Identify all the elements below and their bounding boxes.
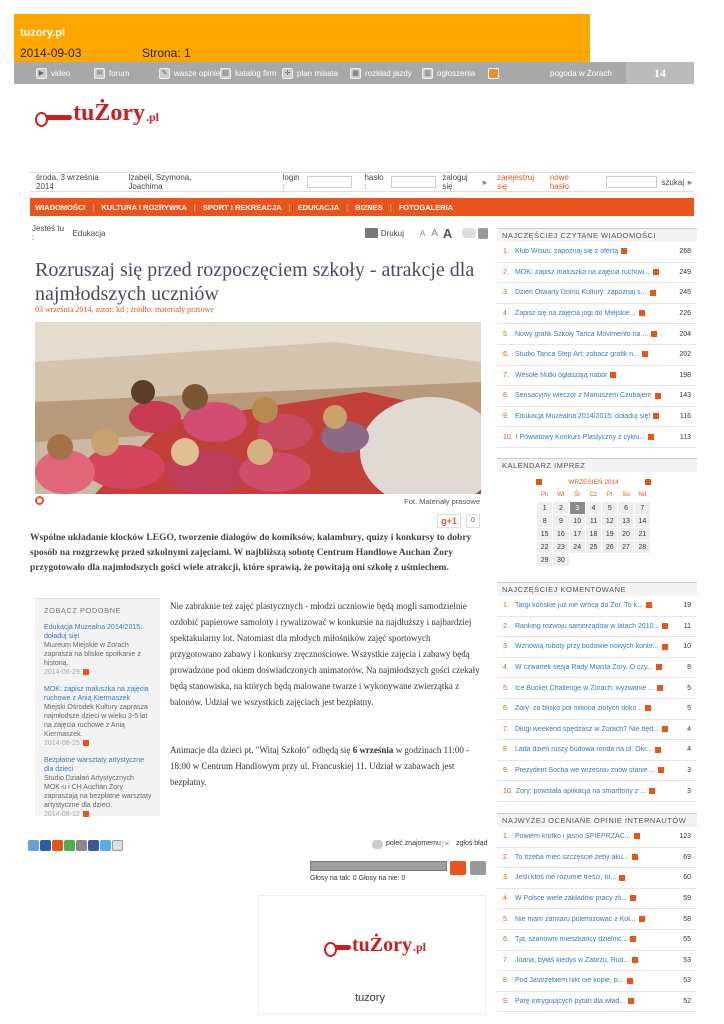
name-days: Izabeli, Szymona, Joachima [128, 173, 192, 191]
rank-number: 4. [503, 310, 509, 318]
arrow-icon [662, 623, 668, 629]
item-title[interactable]: Targi końskie już nie wrócą do Żor. To k... [515, 602, 671, 609]
password-label: hasło : [364, 173, 384, 191]
item-count: 19 [683, 602, 691, 610]
close-icon: |✕ [442, 841, 450, 848]
calendar-day[interactable]: 13 [618, 515, 634, 528]
most-read-item[interactable] [497, 386, 697, 407]
footer-label: tuzory [355, 992, 385, 1004]
weekday-header: Nd [634, 489, 650, 502]
rank-number: 2. [503, 622, 509, 630]
item-count: 268 [679, 248, 691, 256]
item-count: 60 [683, 874, 691, 882]
best-rated-item[interactable] [497, 909, 697, 930]
related-item[interactable]: MOK: zapisz maluszka na zajęcia ruchowe z Anią Kiermaszek Miejski Ośrodek Kultury zaprasza najmłodsze dzieci w wieku 3-5 lat na zajęcia ruchowe z Anią Kiermaszek. 2014-08-25 [44, 686, 149, 747]
calendar-day[interactable]: 27 [618, 541, 634, 554]
signin-link[interactable]: zaloguj się [442, 173, 468, 191]
item-title[interactable]: Edukacja Muzealna 2014/2015: doładuj się! [515, 413, 671, 420]
rank-number: 7. [503, 725, 509, 733]
item-title[interactable]: Wesołe Nutki ogłaszają nabór [515, 372, 671, 379]
arrow-right-icon: ► [481, 177, 490, 187]
item-title[interactable]: Prezydent Socha we wrześniu znów stanie ... [515, 767, 671, 774]
google-plus-button[interactable]: g+1 [437, 514, 461, 528]
breadcrumb-category[interactable]: Edukacja [72, 228, 106, 238]
most-commented-item[interactable] [497, 678, 697, 699]
item-title[interactable]: Ice Bucket Challenge w Żorach: wyzwanie ... [515, 685, 671, 692]
weekday-header: Pt [602, 489, 618, 502]
most-commented-item[interactable] [497, 596, 697, 617]
share-wykop-icon[interactable] [64, 840, 75, 851]
arrow-icon [619, 875, 625, 881]
menu-item-news[interactable]: WIADOMOŚCI [35, 202, 86, 212]
arrow-icon [646, 602, 652, 608]
arrow-icon [653, 413, 659, 419]
calendar-day[interactable]: 11 [585, 515, 601, 528]
arrow-icon [656, 664, 662, 670]
most-commented-heading: NAJCZĘŚCIEJ KOMENTOWANE [497, 582, 697, 596]
calendar-day[interactable]: 18 [585, 528, 601, 541]
map-icon: ✛ [282, 68, 293, 79]
item-title[interactable]: Żory: za blisko pół miliona złotych doko... [515, 705, 671, 712]
item-title[interactable]: Zapisz się na zajęcia jogi do Miejskie... [515, 310, 671, 317]
nav-map[interactable]: ✛ plan miasta [282, 66, 338, 80]
item-title[interactable]: Powiem krótko i jasno.SPIEPRZAĆ... [515, 833, 671, 840]
calendar-day[interactable]: 29 [537, 554, 553, 567]
arrow-icon [639, 310, 645, 316]
rank-number: 1. [503, 833, 509, 841]
ads-icon: ▥ [422, 68, 433, 79]
rank-number: 1. [503, 248, 509, 256]
zoom-icon[interactable] [35, 496, 44, 505]
print-date: 2014-09-03 [20, 46, 82, 60]
item-count: 69 [683, 853, 691, 861]
share-blip-icon[interactable] [76, 840, 87, 851]
most-read-item[interactable] [497, 304, 697, 325]
calendar-day[interactable]: 16 [553, 528, 569, 541]
search-input[interactable] [606, 176, 657, 188]
best-rated-item[interactable] [497, 930, 697, 951]
font-small-button[interactable]: A [419, 228, 426, 238]
recommend-icon[interactable] [372, 840, 383, 849]
share-digg-icon[interactable] [40, 840, 51, 851]
calendar-day[interactable]: 14 [634, 515, 650, 528]
calendar-box [497, 458, 697, 472]
item-count: 143 [679, 392, 691, 400]
rank-number: 7. [503, 956, 509, 964]
item-title[interactable]: Wznowią roboty przy budowie nowych konte... [515, 643, 671, 650]
item-count: 8 [687, 664, 691, 672]
item-title[interactable]: To trzeba mieć szczęście żeby aku... [515, 854, 671, 861]
calendar-empty [602, 554, 618, 567]
video-icon: ▶ [36, 68, 47, 79]
best-rated-item[interactable] [497, 992, 697, 1013]
recommend-link[interactable]: poleć znajomemu [386, 840, 441, 847]
main-menu: WIADOMOŚCI | KULTURA I ROZRYWKA | SPORT I REKREACJA | EDUKACJA | BIZNES | FOTOGALERIA [30, 198, 694, 216]
calendar-day[interactable]: 24 [569, 541, 585, 554]
nav-weather[interactable]: pogoda w Żorach [550, 68, 612, 78]
arrow-icon [658, 767, 664, 773]
calendar-day[interactable]: 10 [569, 515, 585, 528]
forum-icon: ✉ [94, 68, 105, 79]
share-google-icon[interactable] [112, 840, 123, 851]
rank-number: 7. [503, 371, 509, 379]
vote-counts: Głosy na tak: 0 Głosy na nie: 0 [310, 875, 406, 882]
item-count: 202 [679, 351, 691, 359]
comment-icon[interactable] [462, 228, 475, 238]
item-count: 113 [679, 433, 691, 441]
calendar-day[interactable]: 17 [569, 528, 585, 541]
login-bar [30, 172, 694, 192]
rank-number: 2. [503, 853, 509, 861]
photo-caption: Fot. Materiały prasowe [404, 497, 480, 506]
calendar-day[interactable]: 8 [537, 515, 553, 528]
most-commented-item[interactable] [497, 720, 697, 741]
calendar-day[interactable]: 21 [634, 528, 650, 541]
item-title[interactable]: Lada dzień ruszy budowa ronda na ul. Okr... [515, 746, 671, 753]
arrow-icon [639, 916, 645, 922]
most-commented-item[interactable] [497, 781, 697, 802]
password-input[interactable] [391, 176, 437, 188]
item-count: 249 [679, 268, 691, 276]
arrow-icon [651, 331, 657, 337]
article-event-info: Animacje dla dzieci pt. "Witaj Szkoło" odbędą się 6 września w godzinach 11:00 - 18:00 w Centrum Handlowym przy ul. Francuskiej 11. Udział w zabawach jest bezpłatny. [170, 745, 470, 787]
most-read-item[interactable] [497, 283, 697, 304]
current-date: środa, 3 września 2014 [36, 173, 99, 191]
best-rated-item[interactable] [497, 971, 697, 992]
rank-number: 3. [503, 289, 509, 297]
weekday-header: Pn [537, 489, 553, 502]
most-commented-item[interactable] [497, 699, 697, 720]
arrow-icon [657, 685, 663, 691]
calendar-month: WRZESIEŃ 2014 [568, 478, 619, 486]
item-count: 3 [687, 767, 691, 775]
rss-icon[interactable] [478, 228, 488, 239]
calendar-day[interactable]: 5 [602, 502, 618, 515]
item-title[interactable]: Studio Tańca Step Art: zobacz grafik n... [515, 351, 671, 358]
calendar-day[interactable]: 28 [634, 541, 650, 554]
rank-number: 9. [503, 998, 509, 1006]
font-large-button[interactable]: A [442, 225, 453, 241]
calendar-day[interactable]: 25 [585, 541, 601, 554]
print-link[interactable]: Drukuj [380, 228, 404, 238]
most-read-item[interactable] [497, 427, 697, 448]
menu-item-sport[interactable]: SPORT I REKREACJA [202, 202, 282, 212]
nav-timetable[interactable]: ▦ rozkład jazdy [350, 66, 412, 80]
item-title[interactable]: Dzień Otwarty Domu Kultury: zapoznaj s... [515, 289, 671, 296]
rank-number: 10. [503, 433, 513, 441]
calendar-day[interactable]: 4 [585, 502, 601, 515]
arrow-icon [630, 936, 636, 942]
menu-item-gallery[interactable]: FOTOGALERIA [398, 202, 454, 212]
calendar-day[interactable]: 22 [537, 541, 553, 554]
arrow-icon [83, 669, 89, 675]
breadcrumb [30, 226, 488, 240]
article-title: Rozruszaj się przed rozpoczęciem szkoły - atrakcje dla najmłodszych uczniów [35, 259, 475, 305]
best-rated-item[interactable] [497, 848, 697, 869]
calendar-grid [536, 488, 651, 567]
calendar-day[interactable]: 6 [618, 502, 634, 515]
arrow-icon [83, 740, 89, 746]
menu-item-culture[interactable]: KULTURA I ROZRYWKA [101, 202, 187, 212]
thumbs-down-icon[interactable] [470, 861, 486, 875]
arrow-icon [650, 290, 656, 296]
rank-number: 9. [503, 413, 509, 421]
most-commented-item[interactable] [497, 740, 697, 761]
arrow-icon [610, 372, 616, 378]
printer-icon[interactable] [365, 228, 377, 238]
arrow-icon [628, 998, 634, 1004]
calendar-day[interactable]: 2 [553, 502, 569, 515]
item-count: 3 [687, 787, 691, 795]
item-count: 245 [679, 289, 691, 297]
calendar-day[interactable]: 20 [618, 528, 634, 541]
rank-number: 4. [503, 664, 509, 672]
calendar-day[interactable]: 30 [553, 554, 569, 567]
new-password-link[interactable]: nowe hasło [549, 173, 569, 191]
rank-number: 6. [503, 705, 509, 713]
most-commented-item[interactable] [497, 658, 697, 679]
google-plus-count: 0 [466, 514, 480, 528]
font-medium-button[interactable]: A [431, 227, 438, 239]
vote-bar [310, 861, 447, 871]
best-rated-item[interactable] [497, 889, 697, 910]
arrow-icon [630, 895, 636, 901]
rank-number: 3. [503, 643, 509, 651]
calendar-empty [618, 554, 634, 567]
item-count: 55 [683, 936, 691, 944]
item-count: 11 [683, 622, 691, 630]
most-read-item[interactable] [497, 345, 697, 366]
item-title[interactable]: Ranking rozwoju samorządów w latach 2010... [515, 623, 671, 630]
item-title[interactable]: Nowy grafik Szkoły Tańca Movimento na ... [515, 331, 671, 338]
best-rated-item[interactable] [497, 827, 697, 848]
best-rated-heading: NAJWYŻEJ OCENIANE OPINIE INTERNAUTÓW [497, 813, 697, 827]
login-label: login : [282, 173, 300, 191]
arrow-icon [632, 957, 638, 963]
article-meta: 03 września 2014, autor: kd ; źródło: materiały prasowe [35, 305, 214, 314]
related-box [35, 598, 160, 816]
rank-number: 6. [503, 936, 509, 944]
most-commented-box [497, 582, 697, 802]
report-error-link[interactable]: zgłoś błąd [456, 840, 488, 847]
article-photo[interactable] [35, 322, 481, 494]
arrow-icon [655, 747, 661, 753]
item-count: 5 [687, 705, 691, 713]
arrow-right-icon: ► [686, 177, 695, 187]
calendar-day[interactable]: 12 [602, 515, 618, 528]
item-title[interactable]: Pod Jastrzębiem nikt nie kopie, p... [515, 977, 671, 984]
weekday-header: Cz [585, 489, 601, 502]
calendar-day[interactable]: 23 [553, 541, 569, 554]
rss-icon [488, 68, 499, 79]
most-read-box [497, 228, 697, 448]
item-count: 123 [679, 833, 691, 841]
nav-ads[interactable]: ▥ ogłoszenia [422, 66, 475, 80]
footer-logo[interactable]: tuŻory .pl [329, 934, 426, 957]
rank-number: 5. [503, 330, 509, 338]
rank-number: 5. [503, 684, 509, 692]
thumbs-up-icon[interactable] [450, 861, 466, 875]
item-count: 58 [683, 915, 691, 923]
arrow-icon [648, 434, 654, 440]
most-read-heading: NAJCZĘŚCIEJ CZYTANE WIADOMOŚCI [497, 228, 697, 242]
most-read-item[interactable] [497, 366, 697, 387]
weekday-header: So [618, 489, 634, 502]
calendar-day[interactable]: 7 [634, 502, 650, 515]
arrow-icon [634, 833, 640, 839]
menu-item-business[interactable]: BIZNES [355, 202, 383, 212]
weekday-header: Śr [569, 489, 585, 502]
calendar-empty [569, 554, 585, 567]
calendar-day[interactable]: 9 [553, 515, 569, 528]
item-count: 53 [683, 956, 691, 964]
article-body: Nie zabraknie też zajęć plastycznych - młodzi uczniowie będą mogli samodzielnie ozdobić papierowe samoloty i rywalizować w konkursie na najdłuższy i najbardziej spektakularny lot. Natomiast dla młodych miłośników zajęć sportowych przygotowano zabawy i konkursy zręcznościowe. Wszystkie zajęcia i zabawy będą prowadzone pod okiem doświadczonych animatorów. Na najmłodszych gości czekały będą stanowiska, na których będą malowane twarze i wykonywane zwierzątka z balonów. Udział we wszystkich zajęciach jest bezpłatny. [170, 601, 480, 707]
most-read-item[interactable] [497, 407, 697, 428]
related-item[interactable]: Bezpłatne warsztaty artystyczne dla dzieci Studio Działań Artystycznych MOK-u i CH Auchan Żory zapraszają na bezpłatne warsztaty artystyczne dla dzieci. 2014-08-12 [44, 757, 152, 818]
item-title[interactable]: Nie mam zamiaru polemizować z Koł... [515, 916, 671, 923]
top-nav [14, 62, 694, 84]
item-title[interactable]: Żory: powstała aplikacja na smartfony z ... [516, 788, 671, 795]
rank-number: 6. [503, 351, 509, 359]
calendar-day[interactable]: 19 [602, 528, 618, 541]
key-icon [329, 945, 351, 950]
most-read-item[interactable] [497, 263, 697, 284]
nav-forum[interactable]: ✉ forum [94, 66, 129, 80]
arrow-icon [642, 351, 648, 357]
site-logo[interactable]: tuŻory .pl [40, 100, 159, 127]
arrow-icon [83, 811, 89, 817]
share-twitter-icon[interactable] [100, 840, 111, 851]
arrow-icon [662, 726, 668, 732]
rank-number: 3. [503, 874, 509, 882]
most-commented-item[interactable] [497, 617, 697, 638]
item-title[interactable]: MOK: zapisz maluszka na zajęcia ruchow... [515, 269, 671, 276]
most-read-item[interactable] [497, 242, 697, 263]
prev-month-button[interactable] [536, 479, 542, 485]
item-title[interactable]: Klub Wisus: zapoznaj się z ofertą [515, 248, 671, 255]
share-email-icon[interactable] [52, 840, 63, 851]
item-title[interactable]: W czwartek sesja Rady Miasta Żory. O czy... [515, 664, 671, 671]
key-icon [40, 115, 72, 120]
item-title[interactable]: Tja, szanowni mieszkańcy dzielnic... [515, 936, 671, 943]
item-title[interactable]: Jeśli ktoś nie rozumie treści, to... [515, 874, 671, 881]
share-delicious-icon[interactable] [28, 840, 39, 851]
related-item[interactable]: Edukacja Muzealna 2014/2015: doładuj się! Muzeum Miejskie w Żorach zaprasza na bliskie spotkanie z historią. 2014-08-29 [44, 624, 143, 676]
weekday-header: Wt [553, 489, 569, 502]
calendar-heading: KALENDARZ IMPREZ [497, 458, 697, 472]
arrow-icon [627, 978, 633, 984]
catalog-icon: ▤ [220, 68, 231, 79]
register-link[interactable]: zarejestruj się [497, 173, 534, 191]
nav-rss[interactable] [488, 66, 503, 80]
arrow-icon [632, 854, 638, 860]
login-input[interactable] [307, 176, 353, 188]
best-rated-item[interactable] [497, 868, 697, 889]
item-count: 4 [687, 746, 691, 754]
most-read-item[interactable] [497, 324, 697, 345]
calendar-day[interactable]: 26 [602, 541, 618, 554]
share-facebook-icon[interactable] [88, 840, 99, 851]
next-month-button[interactable] [645, 479, 651, 485]
most-commented-item[interactable] [497, 637, 697, 658]
item-title[interactable]: Sensacyjny wieczór z Mariuszem Czubajem [515, 392, 671, 399]
rank-number: 4. [503, 895, 509, 903]
bus-icon: ▦ [350, 68, 361, 79]
arrow-icon [621, 248, 627, 254]
rank-number: 8. [503, 746, 509, 754]
menu-item-education[interactable]: EDUKACJA [297, 202, 340, 212]
rank-number: 5. [503, 915, 509, 923]
item-title[interactable]: I Powiatowy Konkurs Plastyczny z cyklu... [516, 434, 671, 441]
best-rated-item[interactable] [497, 951, 697, 972]
related-heading: ZOBACZ PODOBNE [44, 606, 122, 615]
best-rated-box [497, 813, 697, 1012]
arrow-icon [662, 644, 668, 650]
opinions-icon: ✎ [159, 68, 170, 79]
share-icons [28, 840, 123, 851]
site-name: tuzory.pl [20, 27, 66, 39]
item-count: 52 [683, 998, 691, 1006]
calendar-day[interactable]: 1 [537, 502, 553, 515]
item-count: 59 [683, 895, 691, 903]
calendar-empty [634, 554, 650, 567]
rank-number: 8. [503, 977, 509, 985]
item-title[interactable]: Długi weekend spędzasz w Żorach? Nie będ... [515, 726, 671, 733]
item-count: 53 [683, 977, 691, 985]
footer-widget [258, 895, 486, 1015]
children-photo [35, 322, 481, 494]
page-number: 14 [626, 62, 694, 84]
calendar-day[interactable]: 15 [537, 528, 553, 541]
article-lead: Wspólne układanie klocków LEGO, tworzenie dialogów do komiksów, kalambury, quizy i konkursy to dobry sposób na rozgrzewkę przed szkolnymi zajęciami. W najbliższą sobotę Centrum Handlowe Auchan Żory przygotowało dla najmłodszych gości wiele atrakcji, które sprawią, że powitają oni szkołę z uśmiechem. [30, 533, 472, 573]
nav-catalog[interactable]: ▤ katalog firm [220, 66, 276, 80]
arrow-icon [645, 705, 651, 711]
nav-video[interactable]: ▶ video [36, 66, 70, 80]
arrow-icon [655, 393, 661, 399]
rank-number: 10. [503, 787, 513, 795]
page-label: Strona: 1 [142, 46, 191, 60]
item-count: 5 [687, 684, 691, 692]
item-count: 4 [687, 725, 691, 733]
rank-number: 8. [503, 392, 509, 400]
arrow-icon [649, 788, 655, 794]
rank-number: 2. [503, 268, 509, 276]
calendar-empty [585, 554, 601, 567]
item-count: 204 [679, 330, 691, 338]
event-calendar [536, 476, 651, 567]
rank-number: 1. [503, 602, 509, 610]
nav-opinions[interactable]: ✎ wasze opinie [159, 66, 220, 80]
calendar-day[interactable]: 3 [569, 502, 585, 515]
rank-number: 9. [503, 767, 509, 775]
item-title[interactable]: W Polsce wiele zakładów pracy zli... [515, 895, 671, 902]
arrow-icon [653, 269, 659, 275]
item-count: 10 [683, 643, 691, 651]
item-title[interactable]: Joana, byłaś kiedyś w Zabrzu, Rud... [515, 957, 671, 964]
breadcrumb-label: Jesteś tu : [32, 224, 65, 242]
item-count: 198 [679, 371, 691, 379]
item-count: 116 [679, 413, 691, 421]
item-count: 226 [679, 310, 691, 318]
search-button[interactable]: szukaj [661, 177, 685, 187]
item-title[interactable]: Parę intrygujących pytań dla wład... [515, 998, 671, 1005]
most-commented-item[interactable] [497, 761, 697, 782]
